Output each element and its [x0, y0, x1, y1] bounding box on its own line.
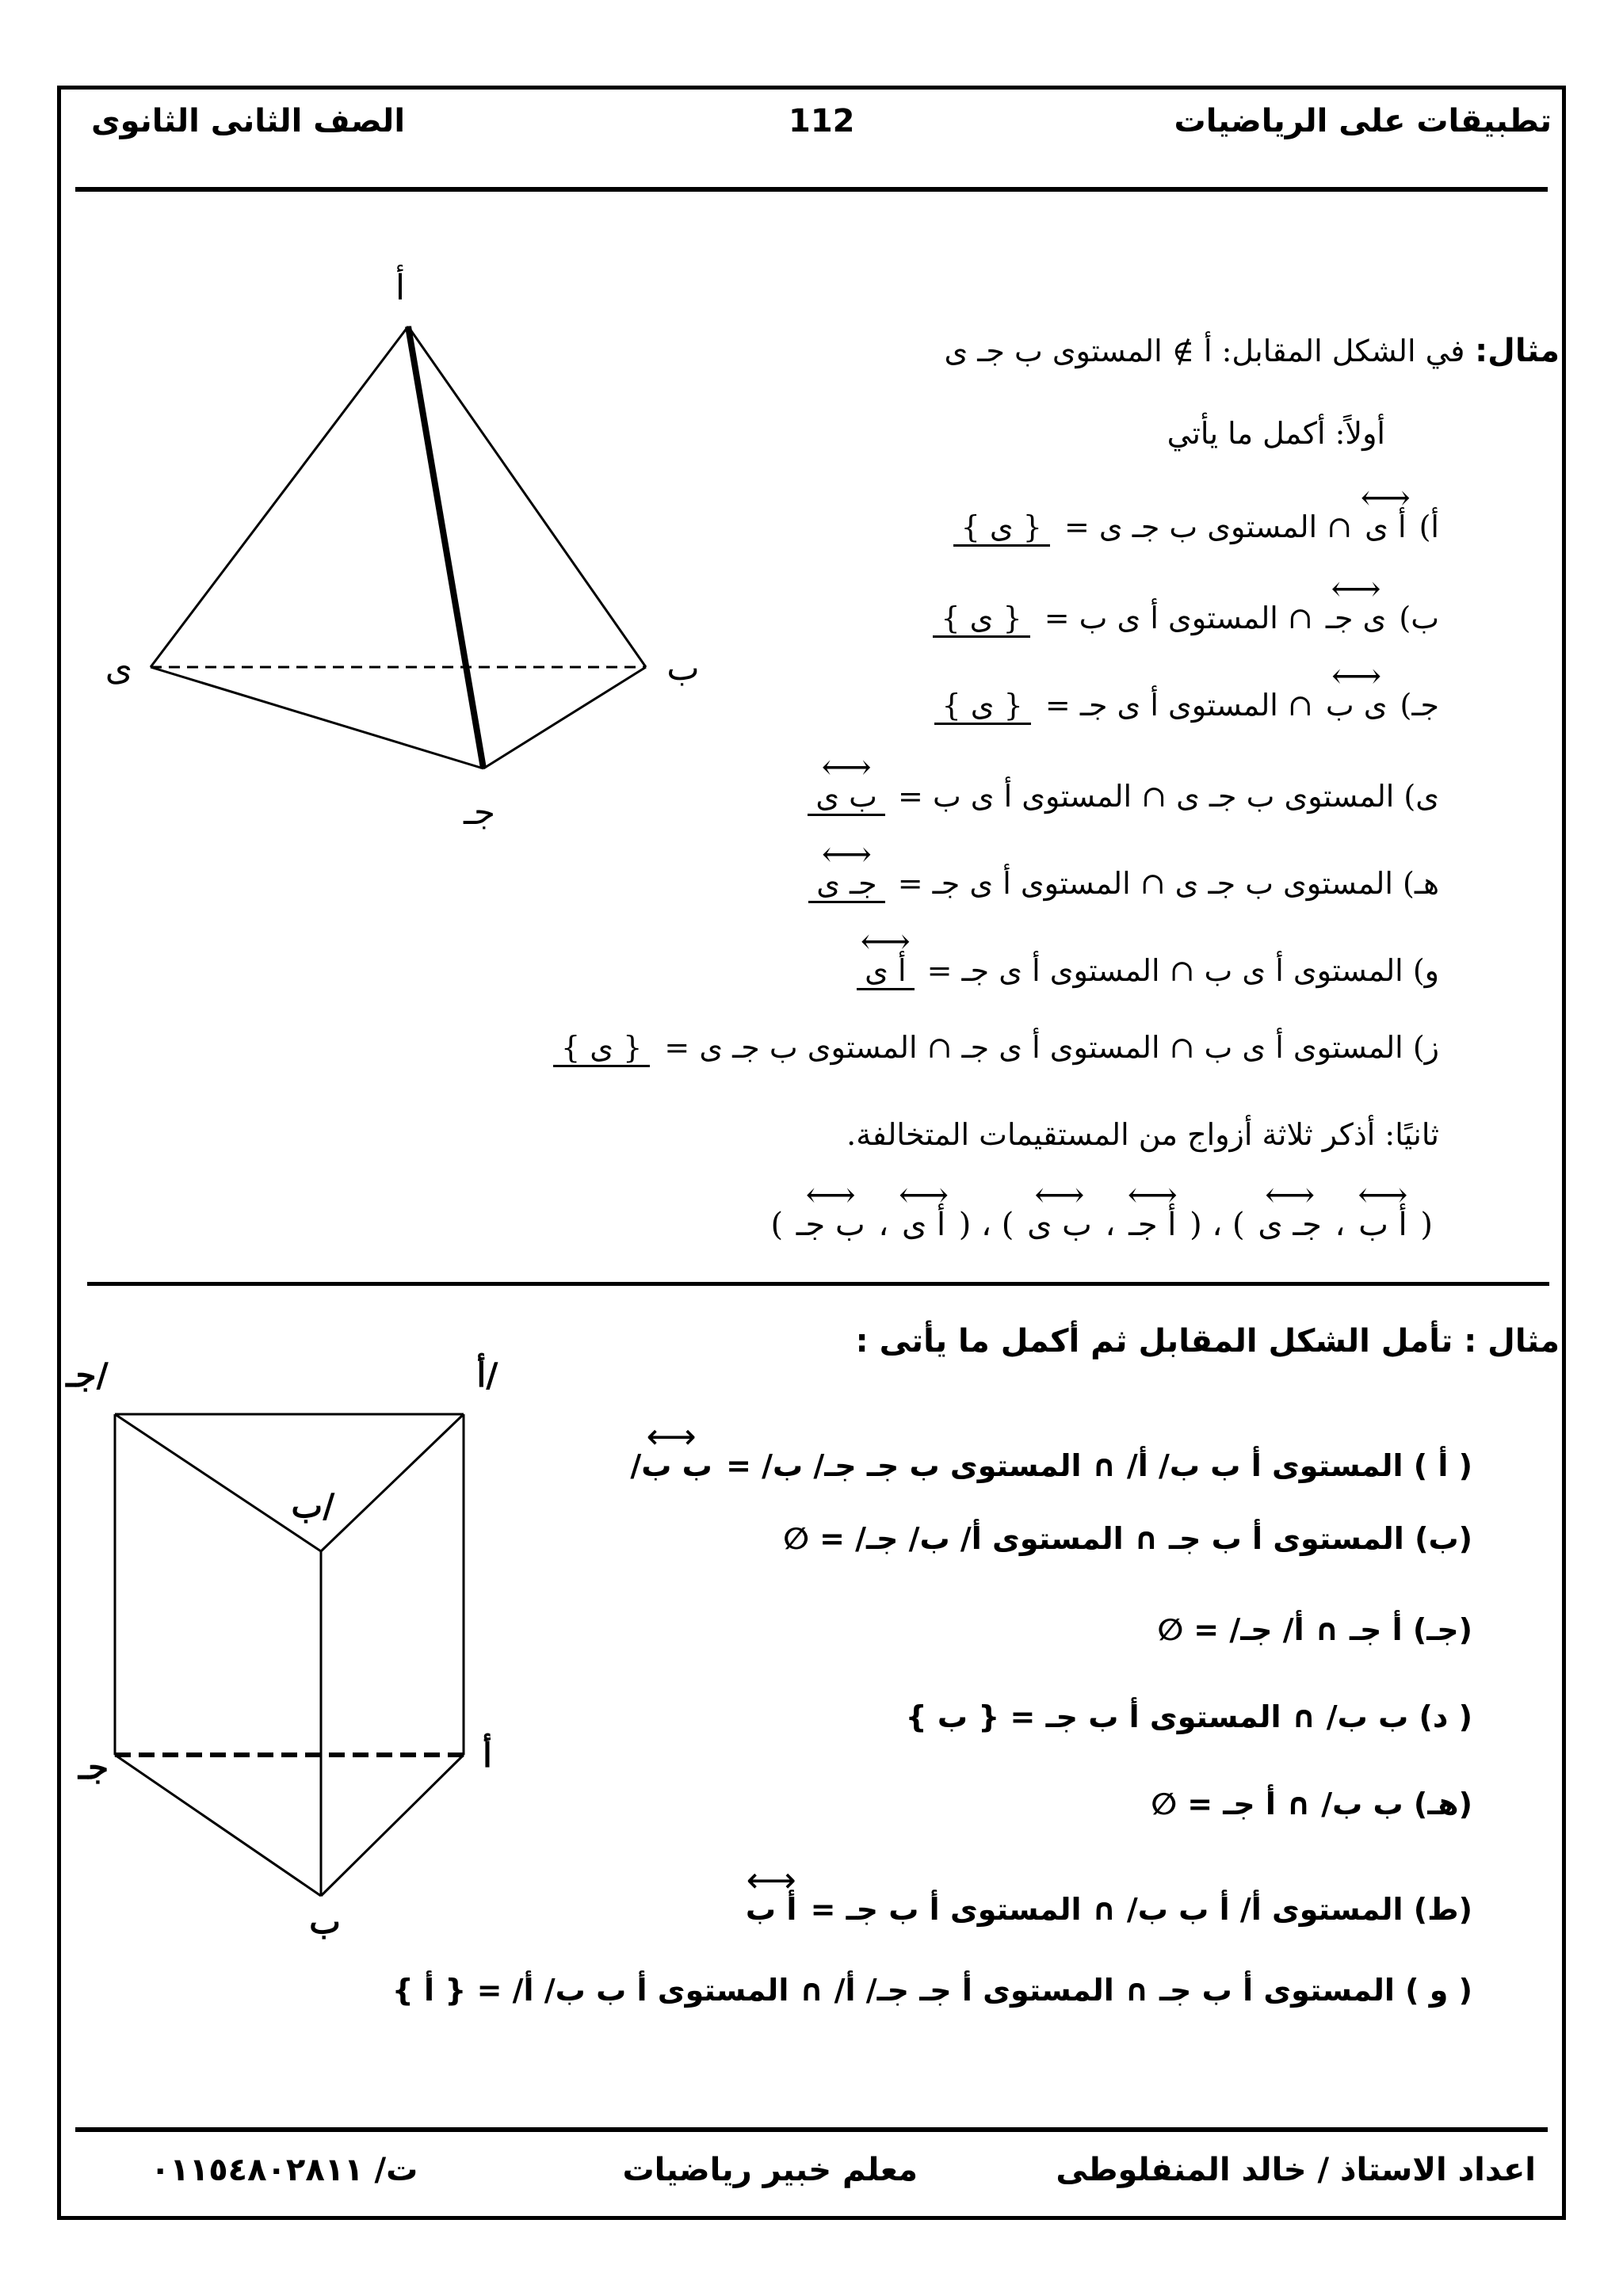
- example1-heading: [944, 333, 1560, 369]
- edge-top-ab: [321, 1414, 464, 1551]
- example1-statement: في الشكل المقابل: أ ∌ المستوى ب جـ ى: [944, 334, 1465, 368]
- example1-item-6: و) المستوى أ ى ب ∩ المستوى أ ى جـ = ⟷ أ ى: [854, 939, 1439, 990]
- example1-item-5: هـ) المستوى ب جـ ى ∩ المستوى أ ى جـ = ⟷ جـ ى: [805, 852, 1439, 903]
- example1-item-7: ز) المستوى أ ى ب ∩ المستوى أ ى جـ ∩ المستوى ب جـ ى = { ى }: [548, 1030, 1439, 1067]
- example1-label: مثال:: [1475, 333, 1560, 369]
- label-c-prime: جـ/: [66, 1356, 109, 1394]
- answer-field: ∅: [1157, 1612, 1184, 1647]
- example1-item-3: جـ) ⟷ ى ب ∩ المستوى أ ى جـ = { ى }: [930, 673, 1439, 725]
- example2-heading: [856, 1323, 1560, 1360]
- prism-figure: [63, 1347, 555, 1941]
- section-divider: [87, 1282, 1549, 1286]
- answer-field: { ى }: [933, 601, 1029, 638]
- example2-item-7: ( و ) المستوى أ ب جـ ∩ المستوى أ جـ جـ/ أ/ ∩ المستوى أ ب ب/ أ/ = { أ }: [391, 1973, 1472, 2008]
- example2-item-3: (جـ) أ جـ ∩ أ/ جـ/ = ∅: [1157, 1612, 1472, 1647]
- answer-field: { ب }: [905, 1699, 1000, 1734]
- answer-field: { ى }: [553, 1030, 650, 1067]
- example2-item-5: (هـ) ب ب/ ∩ أ جـ = ∅: [1151, 1787, 1472, 1821]
- answer-field: ⟷ أ ب: [746, 1878, 796, 1927]
- tetrahedron-figure: [105, 261, 729, 864]
- label-a: أ: [483, 1736, 492, 1775]
- answer-field: { أ }: [391, 1973, 467, 2008]
- example2-item-4: ( د) ب ب/ ∩ المستوى أ ب جـ = { ب }: [905, 1699, 1472, 1734]
- example1-item-1: أ) ⟷ أ ى ∩ المستوى ب جـ ى = { ى }: [949, 495, 1439, 547]
- edge-bottom-ab: [321, 1755, 464, 1896]
- answer-field: ⟷ جـ ى: [808, 852, 884, 903]
- label-c: جـ: [78, 1748, 109, 1787]
- header-grade: الصف الثانى الثانوى: [91, 103, 406, 139]
- example1-part2-title: ثانيًا: أذكر ثلاثة أزواج من المستقيمات المتخالفة.: [846, 1117, 1439, 1152]
- edge-a-d: [151, 326, 408, 667]
- example2-statement: تأمل الشكل المقابل ثم أكمل ما يأتى :: [855, 1323, 1453, 1360]
- label-top: أ: [395, 268, 406, 308]
- example1-item-4: ى) المستوى ب جـ ى ∩ المستوى أ ى ب = ⟷ ب ى: [804, 765, 1439, 816]
- example2-item-1: ( أ ) المستوى أ ب ب/ أ/ ∩ المستوى ب جـ جـ/ ب/ = ⟷ ب ب/: [627, 1434, 1472, 1483]
- answer-field: { ى }: [934, 688, 1031, 725]
- example1-part1-title: أولاً: أكمل ما يأتي: [1167, 416, 1385, 451]
- edge-d-c: [151, 667, 483, 769]
- example2-item-6: (ط) المستوى أ/ أ ب ب/ ∩ المستوى أ ب جـ = ⟷ أ ب: [743, 1878, 1472, 1927]
- label-b: ب: [309, 1902, 341, 1941]
- answer-field: ⟷ ب ى: [808, 765, 885, 816]
- example2-item-2: (ب) المستوى أ ب جـ ∩ المستوى أ/ ب/ جـ/ = ∅: [783, 1521, 1472, 1556]
- answer-field: ⟷ ب ب/: [630, 1434, 712, 1483]
- footer-role: معلم خبير رياضيات: [622, 2152, 918, 2188]
- footer-divider: [75, 2127, 1548, 2132]
- example1-item-2: ب) ⟷ ى جـ ∩ المستوى أ ى ب = { ى }: [928, 586, 1439, 638]
- label-bottom: جـ: [463, 792, 496, 833]
- label-left: ى: [105, 648, 133, 688]
- edge-a-c: [408, 326, 483, 769]
- footer-phone: ت/ ٠١١٥٤٨٠٢٨١١: [151, 2152, 418, 2188]
- example1-pairs: ( ⟷ أ ب ، ⟷ جـ ى ) ، ( ⟷ أ جـ ، ⟷ ب ى ) ، ( ⟷ أ ى ، ⟷ ب جـ ): [770, 1192, 1433, 1243]
- edge-top-cb: [115, 1414, 321, 1551]
- answer-field: ⟷ أ ى: [857, 939, 914, 990]
- header-divider: [75, 187, 1548, 192]
- footer-author: اعداد الاستاذ / خالد المنفلوطى: [1056, 2152, 1536, 2188]
- label-b-prime: ب/: [291, 1486, 335, 1525]
- example2-label: مثال :: [1464, 1323, 1560, 1360]
- header-page-number: 112: [789, 103, 855, 139]
- answer-field: { ى }: [953, 509, 1050, 547]
- label-a-prime: أ/: [476, 1356, 498, 1394]
- edge-b-c: [483, 667, 646, 769]
- edge-bottom-cb: [115, 1755, 321, 1896]
- label-right: ب: [666, 648, 700, 688]
- edge-a-b: [408, 326, 646, 667]
- answer-field: ∅: [1151, 1787, 1177, 1821]
- header-subject: تطبيقات على الرياضيات: [1174, 103, 1552, 139]
- answer-field: ∅: [783, 1521, 809, 1556]
